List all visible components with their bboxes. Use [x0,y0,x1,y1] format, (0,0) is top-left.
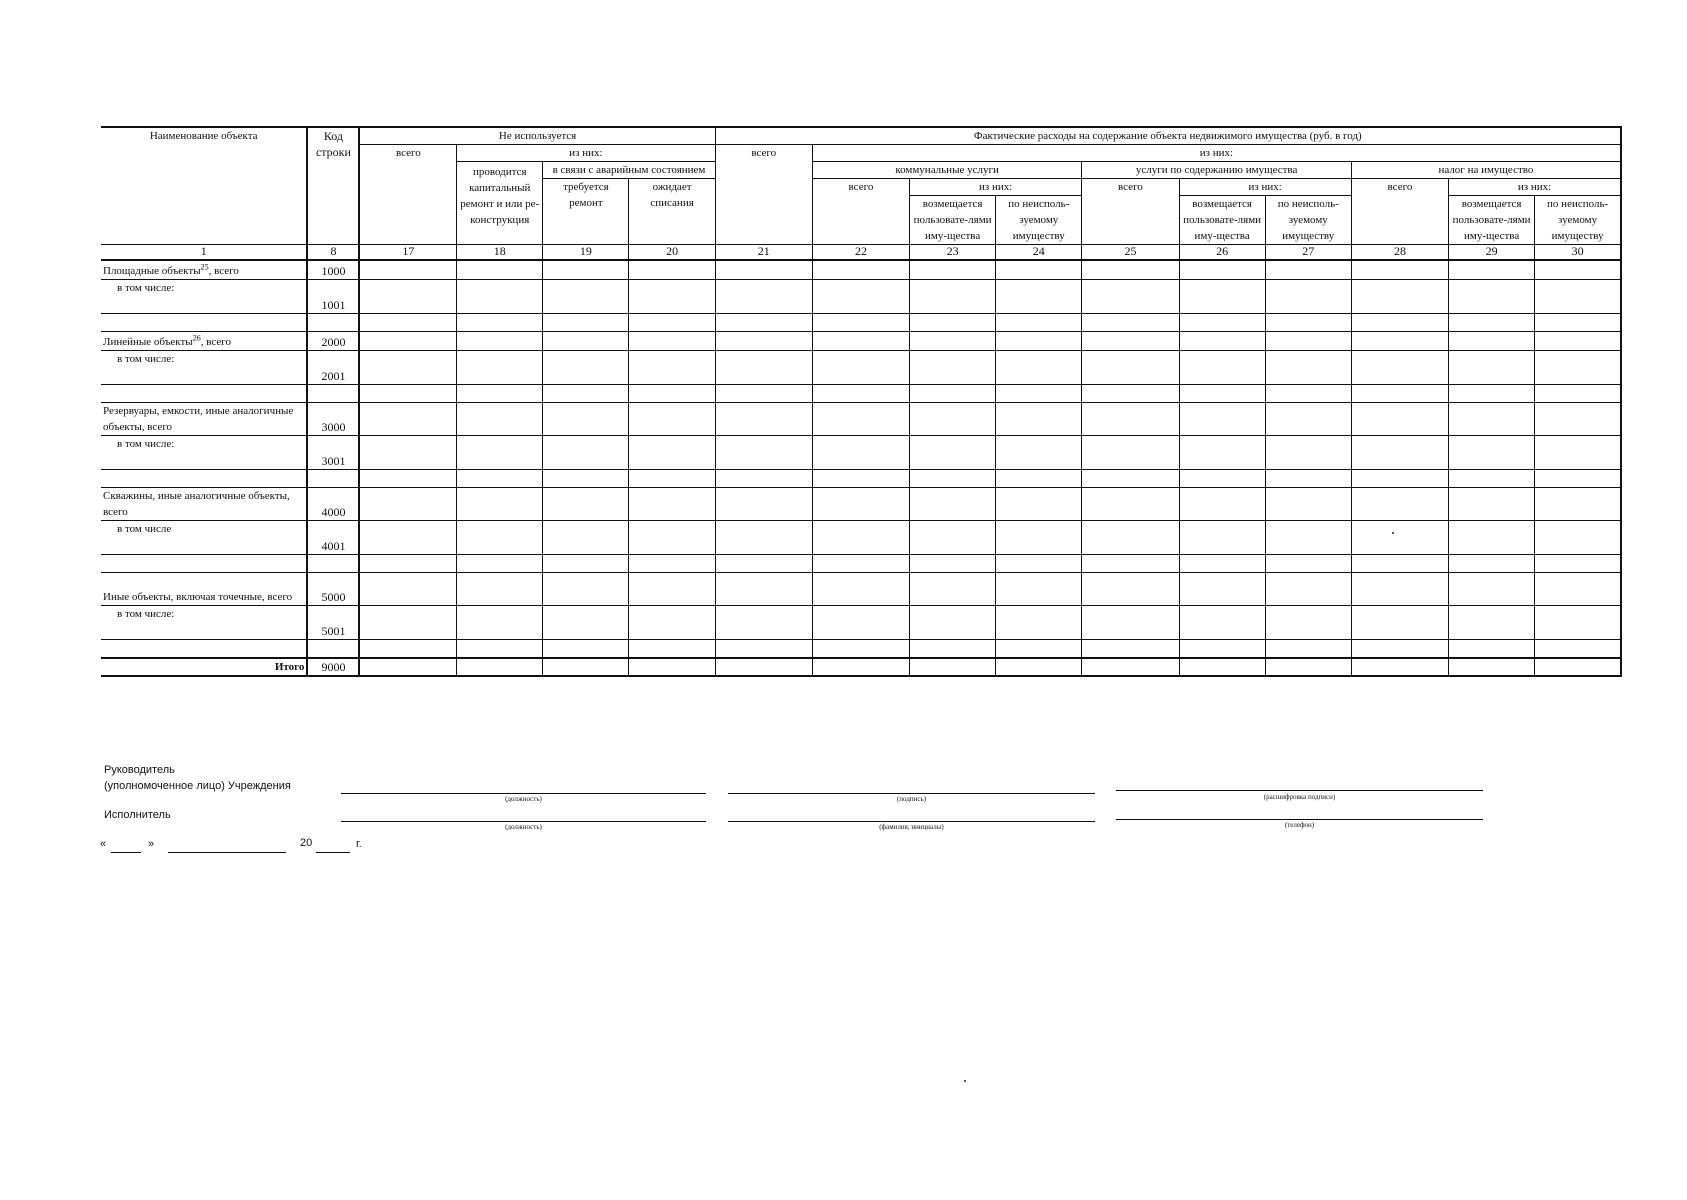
header-utilities-reimbursed: возмещается пользовате-лями иму-щества [910,196,996,245]
table-row [101,314,1621,332]
date-day-line [111,852,141,853]
header-not-used-of-them: из них: [457,145,715,162]
head-label-line1: Руководитель [104,764,175,776]
table-row [101,351,1621,385]
row-code: 2001 [307,351,359,385]
table-row [101,521,1621,555]
column-number: 1 [101,245,307,261]
object-group-suffix: , всего [208,265,239,277]
header-tax-reimbursed: возмещается пользовате-лями иму-щества [1449,196,1535,245]
table-row [101,488,1621,521]
footnote-ref: 26 [192,333,201,343]
column-number: 25 [1082,245,1179,261]
row-code: 3001 [307,436,359,470]
date-year-prefix: 20 [300,837,313,849]
header-property-tax: налог на имущество [1351,162,1621,179]
column-numbers-row [101,245,1621,261]
caption-executor-phone: (телефон) [1284,821,1315,829]
header-maintenance: услуги по содержанию имущества [1082,162,1352,179]
header-expenses-of-them: из них: [812,145,1621,162]
column-number: 22 [812,245,909,261]
total-label: Итого [101,658,307,676]
row-code: 4000 [307,488,359,521]
column-number: 18 [457,245,543,261]
object-group-name [101,260,307,280]
caption-decoding: (расшифровка подписи) [1263,793,1336,801]
column-number: 19 [543,245,629,261]
head-signature-line [728,793,1095,794]
header-actual-expenses: Фактические расходы на содержание объекта недвижимого имущества (руб. в год) [715,127,1621,145]
object-group-name [101,332,307,351]
table-row [101,436,1621,470]
object-group-suffix: , всего [200,336,231,348]
executor-name-line [728,821,1095,822]
table-row [101,403,1621,436]
table-row [101,606,1621,640]
row-code: 3000 [307,403,359,436]
column-number: 28 [1351,245,1448,261]
table-row [101,573,1621,606]
expenses-table [101,126,1622,677]
header-maintenance-total: всего [1082,179,1179,245]
date-open-quote: « [100,838,107,850]
including-label: в том числе [101,521,307,555]
header-awaiting-writeoff: ожидает списания [629,179,715,245]
caption-position: (должность) [505,795,542,803]
row-code: 4001 [307,521,359,555]
date-year-line [316,852,350,853]
row-code: 5001 [307,606,359,640]
executor-phone-line [1116,819,1483,820]
header-maintenance-of-them: из них: [1179,179,1351,196]
scan-speck [1392,532,1394,534]
column-number: 20 [629,245,715,261]
object-group-label: Линейные объекты [103,336,193,348]
column-number: 27 [1265,245,1351,261]
table-row [101,555,1621,573]
header-row-code: Код строки [307,127,359,245]
date-year-suffix: г. [356,838,362,850]
header-emergency: в связи с аварийным состоянием [543,162,715,179]
head-position-line [341,793,706,794]
header-maintenance-unused: по неисполь-зуемому имуществу [1265,196,1351,245]
header-repair-needed: требуется ремонт [543,179,629,245]
header-not-used: Не используется [359,127,715,145]
header-utilities-unused: по неисполь-зуемому имуществу [996,196,1082,245]
column-number: 23 [910,245,996,261]
executor-label: Исполнитель [104,809,171,821]
column-number: 30 [1535,245,1621,261]
object-group-label: Иные объекты, включая точечные, всего [103,591,293,603]
table-row [101,385,1621,403]
column-number: 17 [359,245,456,261]
table-row [101,640,1621,659]
header-utilities-of-them: из них: [910,179,1082,196]
column-number: 26 [1179,245,1265,261]
including-label: в том числе: [101,351,307,385]
total-row [101,658,1621,676]
head-label-line2: (уполномоченное лицо) Учреждения [104,780,291,792]
column-number: 29 [1449,245,1535,261]
total-code: 9000 [307,658,359,676]
table-row [101,332,1621,351]
executor-position-line [341,821,706,822]
header-utilities-total: всего [812,179,909,245]
row-code: 1000 [307,260,359,280]
object-group-label: Скважины, иные аналогичные объекты, всего [103,490,290,518]
object-group-name [101,488,307,521]
date-close-quote: » [148,838,155,850]
object-group-label: Площадные объекты [103,265,201,277]
caption-executor-name: (фамилия, инициалы) [879,823,944,831]
object-group-label: Резервуары, емкости, иные аналогичные объекты, всего [103,405,294,433]
including-label: в том числе: [101,606,307,640]
header-tax-unused: по неисполь-зуемому имуществу [1535,196,1621,245]
row-code: 5000 [307,573,359,606]
column-number: 8 [307,245,359,261]
including-label: в том числе: [101,280,307,314]
table-row [101,260,1621,280]
column-number: 24 [996,245,1082,261]
object-group-name [101,403,307,436]
header-capital-repair: проводится капитальный ремонт и или ре-конструкция [457,162,543,245]
row-code: 1001 [307,280,359,314]
header-maintenance-reimbursed: возмещается пользовате-лями иму-щества [1179,196,1265,245]
including-label: в том числе: [101,436,307,470]
header-tax-of-them: из них: [1449,179,1621,196]
object-group-name [101,573,307,606]
footnote-ref: 25 [200,262,209,272]
table-row [101,470,1621,488]
header-expenses-total: всего [715,145,812,245]
header-object-name: Наименование объекта [101,127,307,245]
header-not-used-total: всего [359,145,456,245]
head-decoding-line [1116,790,1483,791]
scan-speck [964,1080,966,1082]
date-month-line [168,852,286,853]
header-utilities: коммунальные услуги [812,162,1082,179]
caption-executor-position: (должность) [505,823,542,831]
row-code: 2000 [307,332,359,351]
table-row [101,280,1621,314]
header-tax-total: всего [1351,179,1448,245]
caption-signature: (подпись) [896,795,927,803]
column-number: 21 [715,245,812,261]
